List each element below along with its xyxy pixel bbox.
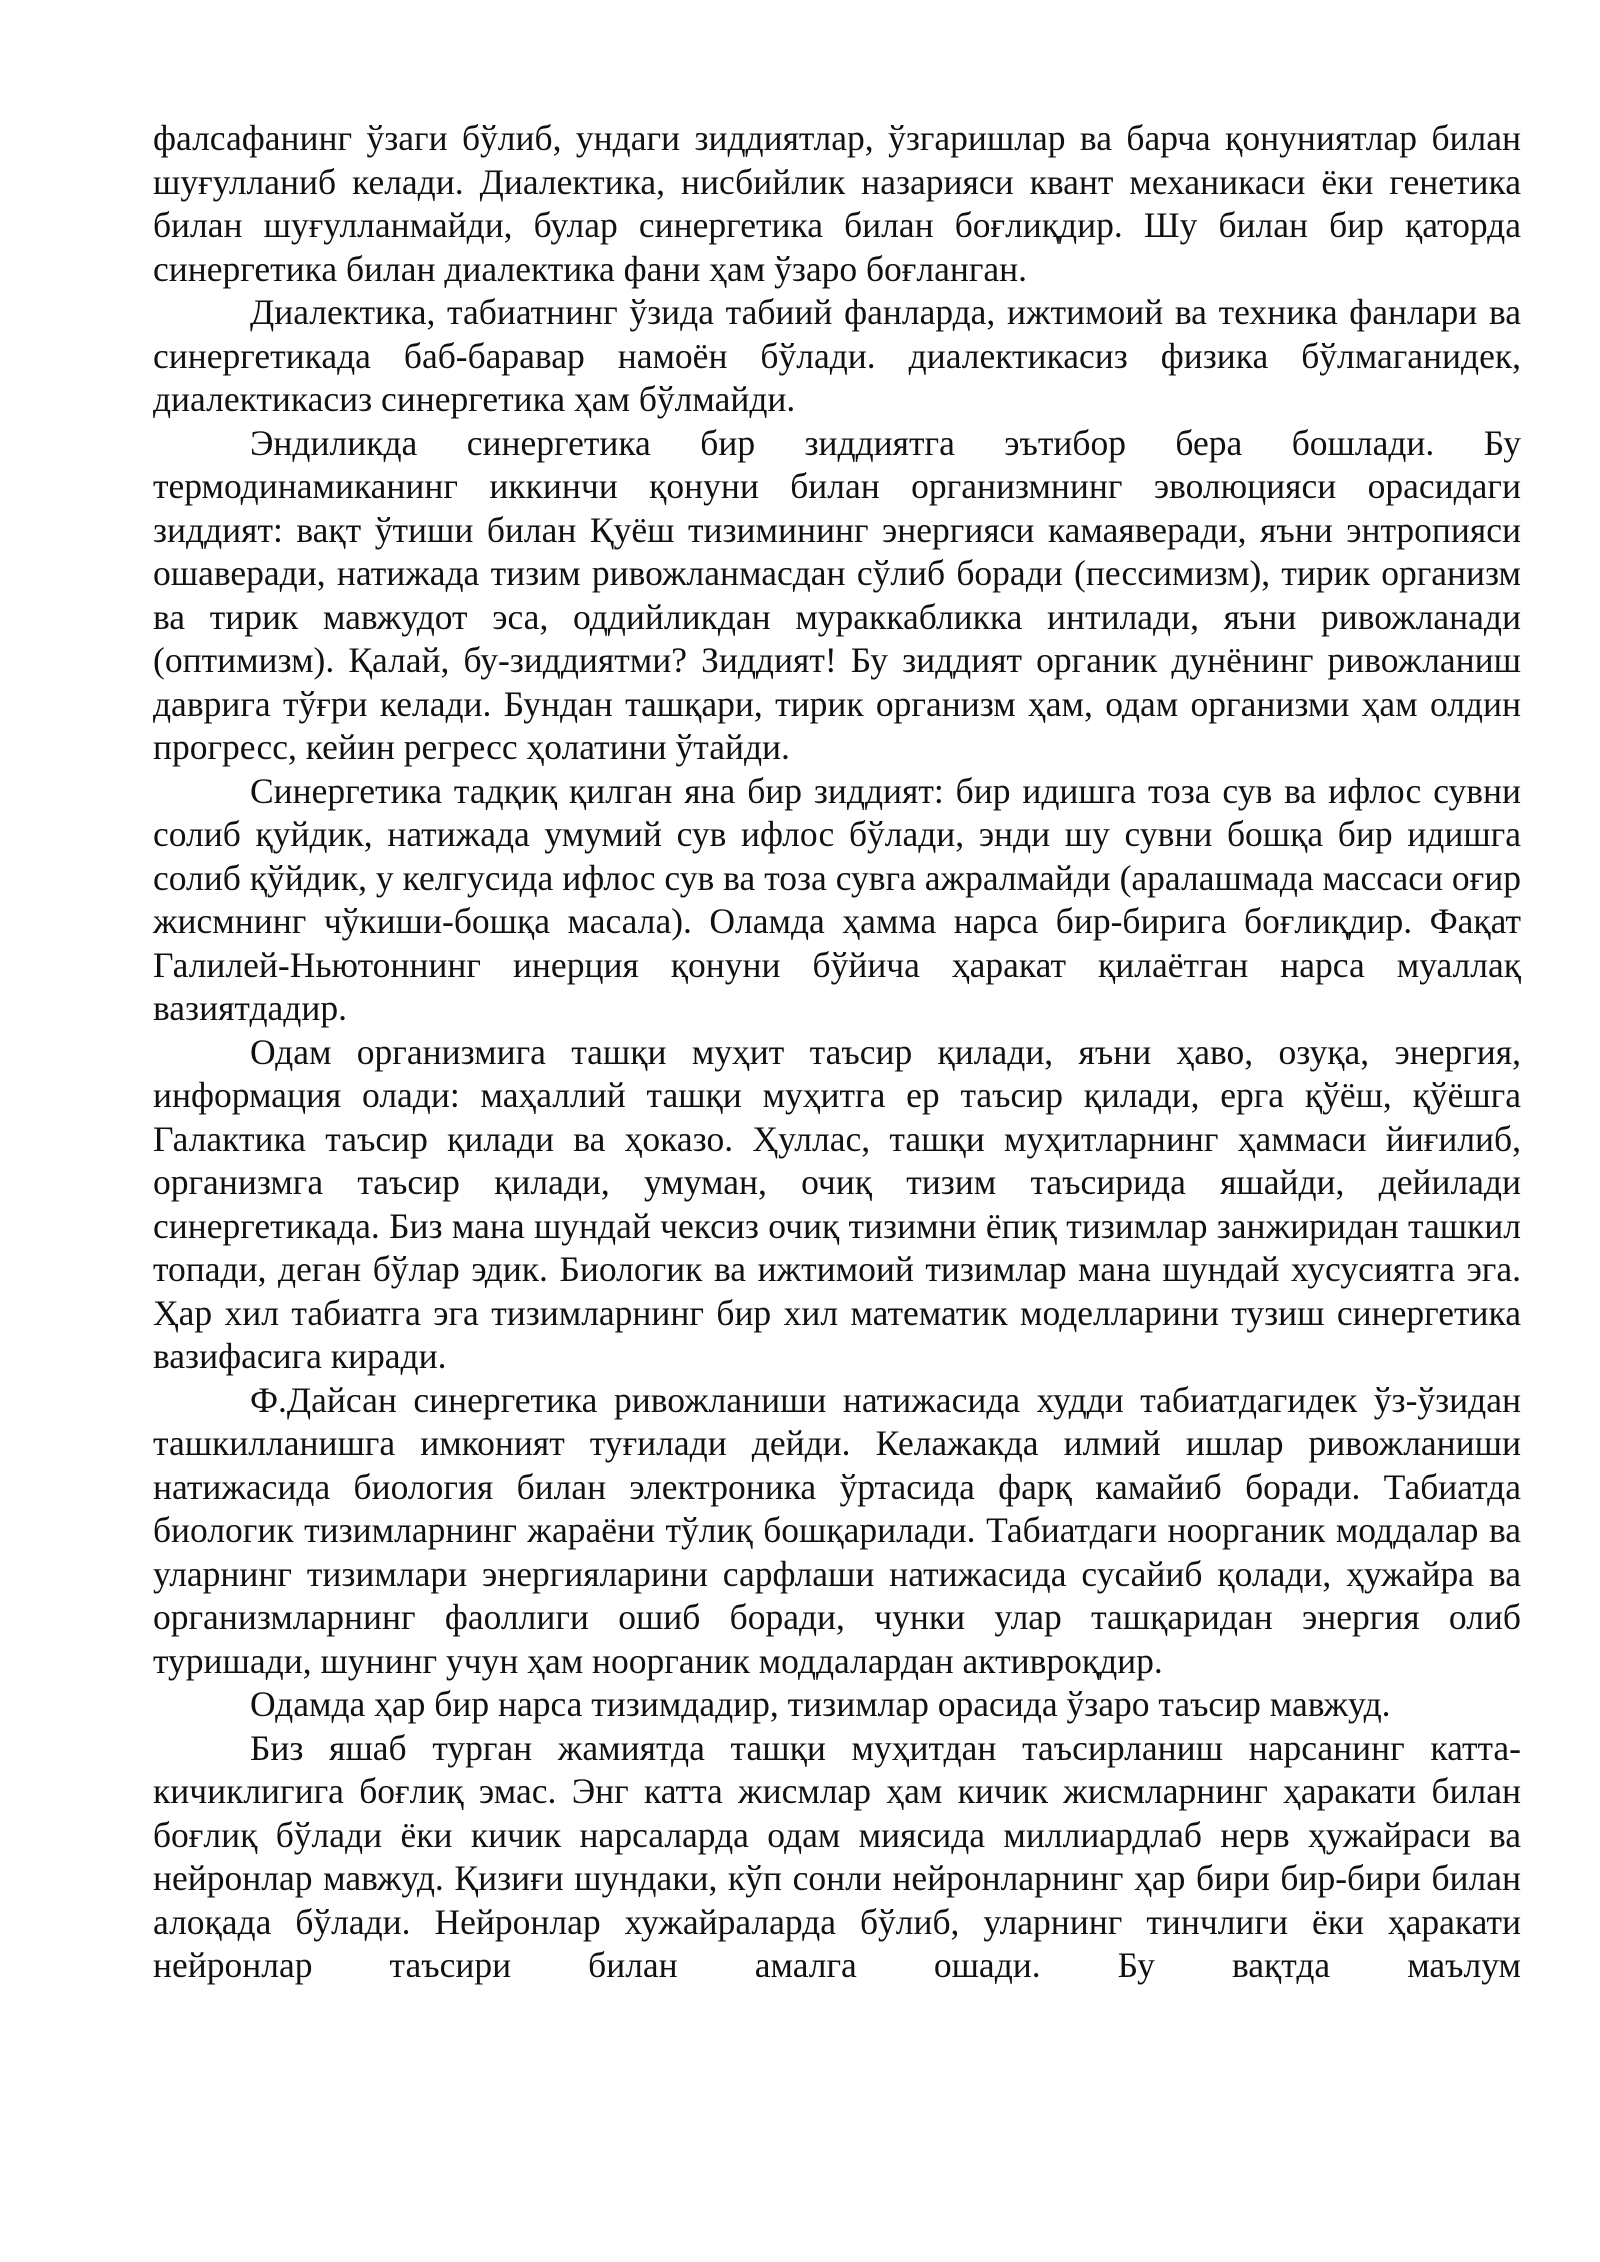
paragraph: Ф.Дайсан синергетика ривожланиши натижасида худди табиатдагидек ўз-ўзидан ташкилланишга имконият туғилади дейди. Келажакда илмий ишлар ривожланиши натижасида биология билан электроника ўртасида фарқ камайиб боради. Табиатда биологик тизимларнинг жараёни тўлиқ бошқарилади. Табиатдаги ноорганик моддалар ва уларнинг тизимлари энергияларини сарфлаши натижасида сусайиб қолади, ҳужайра ва организмларнинг фаоллиги ошиб боради, чунки улар ташқаридан энергия олиб туришади, шунинг учун ҳам ноорганик моддалардан активроқдир. [153, 1379, 1521, 1681]
paragraph: Синергетика тадқиқ қилган яна бир зиддият: бир идишга тоза сув ва ифлос сувни солиб қуйдик, натижада умумий сув ифлос бўлади, энди шу сувни бошқа бир идишга солиб қўйдик, у келгусида ифлос сув ва тоза сувга ажралмайди (аралашмада массаси оғир жисмнинг чўкиши-бошқа масала). Оламда ҳамма нарса бир-бирига боғлиқдир. Фақат Галилей-Ньютоннинг инерция қонуни бўйича ҳаракат қилаётган нарса муаллақ вазиятдадир. [153, 770, 1521, 1028]
paragraph: Диалектика, табиатнинг ўзида табиий фанларда, ижтимоий ва техника фанлари ва синергетикада баб-баравар намоён бўлади. диалектикасиз физика бўлмаганидек, диалектикасиз синергетика ҳам бўлмайди. [153, 292, 1521, 419]
paragraph: Одам организмига ташқи муҳит таъсир қилади, яъни ҳаво, озуқа, энергия, информация олади: маҳаллий ташқи муҳитга ер таъсир қилади, ерга қўёш, қўёшга Галактика таъсир қилади ва ҳоказо. Ҳуллас, ташқи муҳитларнинг ҳаммаси йиғилиб, организмга таъсир қилади, умуман, очиқ тизим таъсирида яшайди, дейилади синергетикада. Биз мана шундай чексиз очиқ тизимни ёпиқ тизимлар занжиридан ташкил топади, деган бўлар эдик. Биологик ва ижтимоий тизимлар мана шундай хусусиятга эга. Ҳар хил табиатга эга тизимларнинг бир хил математик моделларини тузиш синергетика вазифасига киради. [153, 1031, 1521, 1376]
paragraph: Эндиликда синергетика бир зиддиятга эътибор бера бошлади. Бу термодинамиканинг иккинчи қонуни билан организмнинг эволюцияси орасидаги зиддият: вақт ўтиши билан Қуёш тизимининг энергияси камаяверади, яъни энтропияси ошаверади, натижада тизим ривожланмасдан сўлиб боради (пессимизм), тирик организм ва тирик мавжудот эса, оддийликдан мураккабликка интилади, яъни ривожланади (оптимизм). Қалай, бу-зиддиятми? Зиддият! Бу зиддият органик дунёнинг ривожланиш даврига тўғри келади. Бундан ташқари, тирик организм ҳам, одам организми ҳам олдин прогресс, кейин регресс ҳолатини ўтайди. [153, 422, 1521, 767]
paragraph: Одамда ҳар бир нарса тизимдадир, тизимлар орасида ўзаро таъсир мавжуд. [250, 1684, 1391, 1724]
document-page [153, 117, 1521, 1988]
paragraph: Биз яшаб турган жамиятда ташқи муҳитдан таъсирланиш нарсанинг катта-кичиклигига боғлиқ эмас. Энг катта жисмлар ҳам кичик жисмларнинг ҳаракати билан боғлиқ бўлади ёки кичик нарсаларда одам миясида миллиардлаб нерв ҳужайраси ва нейронлар мавжуд. Қизиғи шундаки, кўп сонли нейронларнинг ҳар бири бир-бири билан алоқада бўлади. Нейронлар хужайраларда бўлиб, уларнинг тинчлиги ёки ҳаракати нейронлар таъсири билан амалга ошади. Бу вақтда маълум [153, 1727, 1521, 1985]
paragraph: фалсафанинг ўзаги бўлиб, ундаги зиддиятлар, ўзгаришлар ва барча қонуниятлар билан шуғулланиб келади. Диалектика, нисбийлик назарияси квант механикаси ёки генетика билан шуғулланмайди, булар синергетика билан боғлиқдир. Шу билан бир қаторда синергетика билан диалектика фани ҳам ўзаро боғланган. [153, 118, 1521, 289]
